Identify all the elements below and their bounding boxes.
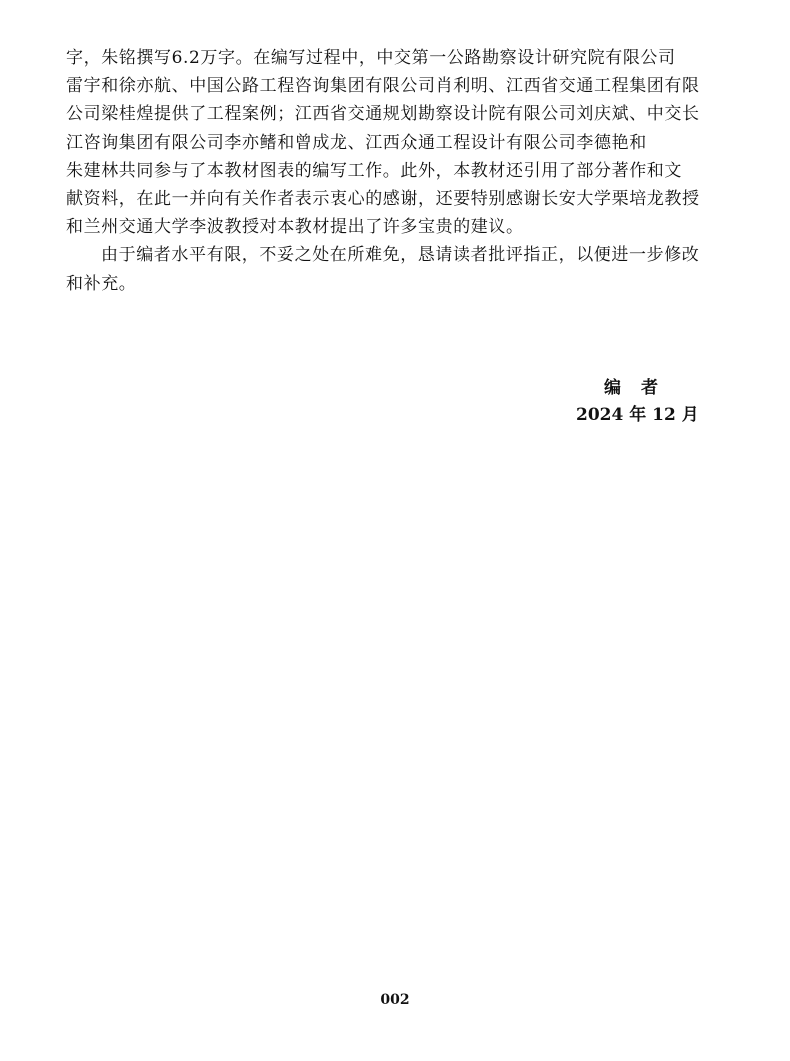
- text-line: 献资料，在此一并向有关作者表示衷心的感谢，还要特别感谢长安大学栗培龙教授: [66, 189, 700, 210]
- text-line: 和补充。: [66, 273, 137, 294]
- page-number: 002: [380, 992, 410, 1008]
- text-line: 字，朱铭撰写6.2万字。在编写过程中，中交第一公路勘察设计研究院有限公司: [66, 48, 676, 68]
- body-text: [66, 44, 726, 298]
- text-line: 雷宇和徐亦航、中国公路工程咨询集团有限公司肖利明、江西省交通工程集团有限: [66, 76, 700, 97]
- text-line: 和兰州交通大学李波教授对本教材提出了许多宝贵的建议。: [66, 217, 524, 238]
- signature-date: 2024 年 12 月: [576, 405, 699, 425]
- signature-author: 编者: [604, 378, 678, 398]
- text-line: 朱建林共同参与了本教材图表的编写工作。此外，本教材还引用了部分著作和文: [66, 160, 682, 181]
- apology-paragraph: [66, 241, 726, 297]
- text-line: 公司梁桂煌提供了工程案例；江西省交通规划勘察设计院有限公司刘庆斌、中交长: [66, 104, 700, 125]
- acknowledgement-paragraph: [66, 44, 726, 241]
- text-line: 由于编者水平有限，不妥之处在所难免，恳请读者批评指正，以便进一步修改: [101, 245, 700, 266]
- text-line: 江咨询集团有限公司李亦鳍和曾成龙、江西众通工程设计有限公司李德艳和: [66, 132, 647, 153]
